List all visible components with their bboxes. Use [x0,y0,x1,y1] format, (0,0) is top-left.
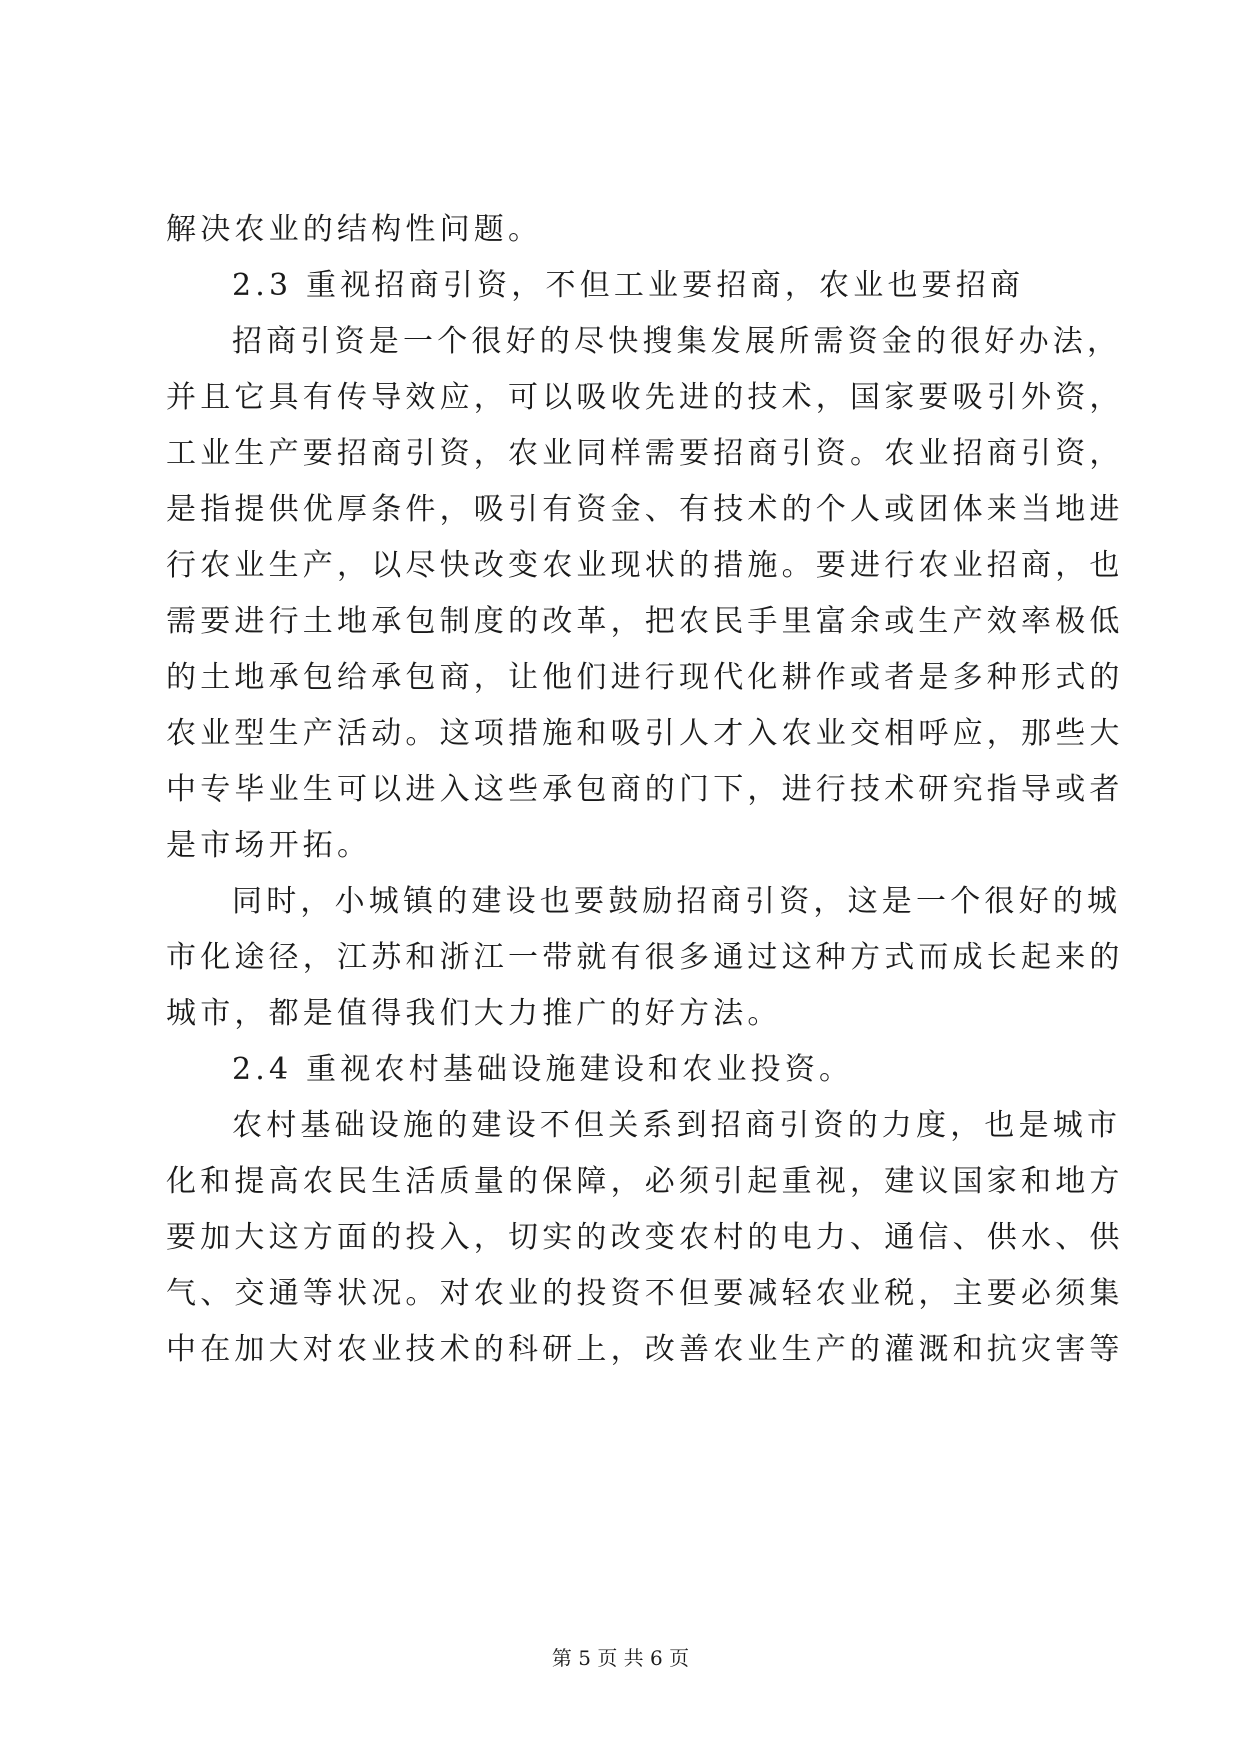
text-line: 要加大这方面的投入，切实的改变农村的电力、通信、供水、供 [166,1220,1124,1255]
text-line: 气、交通等状况。对农业的投资不但要减轻农业税，主要必须集 [166,1276,1124,1311]
section-heading-2-4: 2.4 重视农村基础设施建设和农业投资。 [232,1052,854,1087]
text-line: 解决农业的结构性问题。 [166,212,543,247]
text-line: 行农业生产，以尽快改变农业现状的措施。要进行农业招商，也 [166,548,1124,583]
text-line: 化和提高农民生活质量的保障，必须引起重视，建议国家和地方 [166,1164,1124,1199]
text-line: 是指提供优厚条件，吸引有资金、有技术的个人或团体来当地进 [166,492,1124,527]
text-line: 需要进行土地承包制度的改革，把农民手里富余或生产效率极低 [166,604,1124,639]
text-line: 工业生产要招商引资，农业同样需要招商引资。农业招商引资， [166,436,1124,471]
text-line: 市化途径，江苏和浙江一带就有很多通过这种方式而成长起来的 [166,940,1124,975]
page-number-footer: 第 5 页 共 6 页 [551,1646,690,1670]
section-heading-2-3: 2.3 重视招商引资，不但工业要招商，农业也要招商 [232,268,1025,303]
text-line: 农村基础设施的建设不但关系到招商引资的力度，也是城市 [232,1108,1122,1143]
text-line: 是市场开拓。 [166,828,372,863]
text-line: 并且它具有传导效应，可以吸收先进的技术，国家要吸引外资， [166,380,1124,415]
text-line: 中专毕业生可以进入这些承包商的门下，进行技术研究指导或者 [166,772,1124,807]
text-line: 城市，都是值得我们大力推广的好方法。 [166,996,782,1031]
text-line: 中在加大对农业技术的科研上，改善农业生产的灌溉和抗灾害等 [166,1332,1124,1367]
text-line: 招商引资是一个很好的尽快搜集发展所需资金的很好办法， [232,324,1122,359]
text-line: 农业型生产活动。这项措施和吸引人才入农业交相呼应，那些大 [166,716,1124,751]
text-line: 同时，小城镇的建设也要鼓励招商引资，这是一个很好的城 [232,884,1122,919]
text-line: 的土地承包给承包商，让他们进行现代化耕作或者是多种形式的 [166,660,1124,695]
